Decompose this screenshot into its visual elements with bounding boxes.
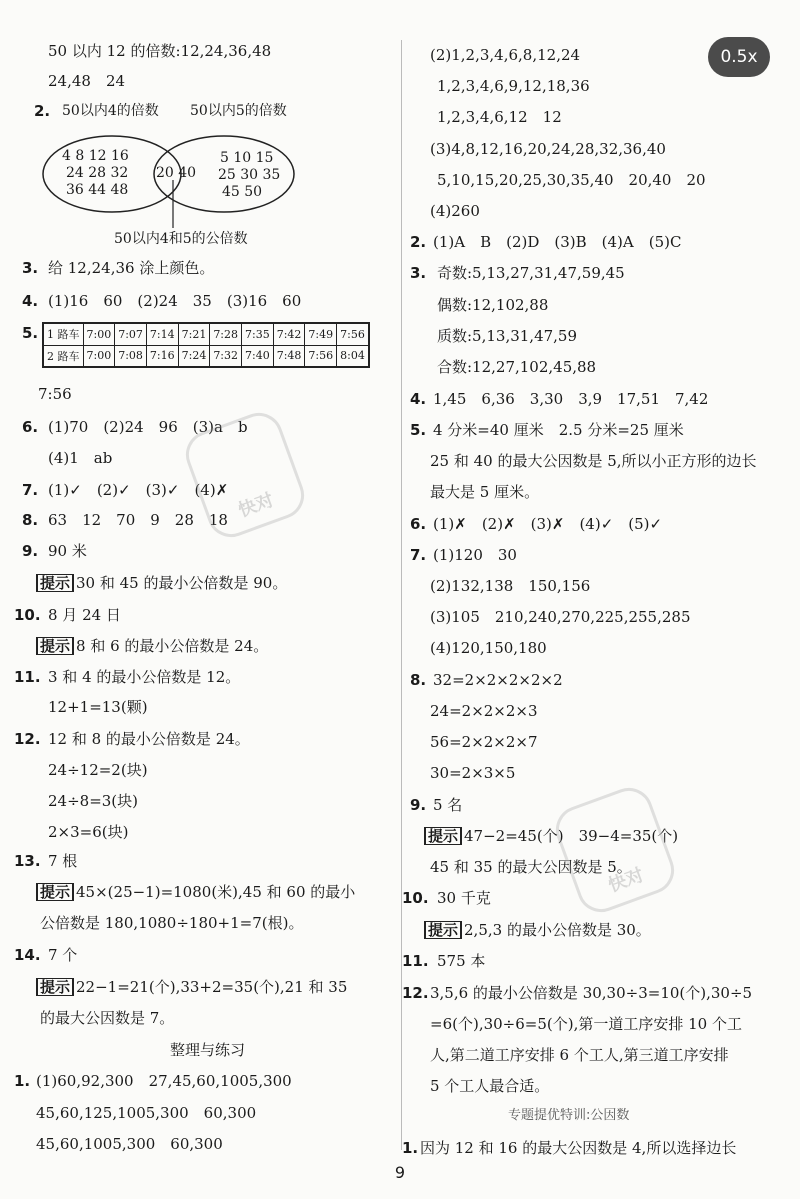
answer-line: 30=2×3×5 bbox=[430, 764, 516, 782]
answer-line: (3)4,8,12,16,20,24,28,32,36,40 bbox=[430, 140, 666, 158]
answer-line: 人,第二道工序安排 6 个工人,第三道工序安排 bbox=[430, 1046, 729, 1064]
table-cell: 7:35 bbox=[242, 323, 274, 345]
table-cell: 2 路车 bbox=[43, 345, 83, 367]
answer-line: 24÷12=2(块) bbox=[48, 761, 148, 779]
table-cell: 7:14 bbox=[146, 323, 178, 345]
venn-intersection: 20 40 bbox=[156, 165, 197, 181]
answer-line: 5,10,15,20,25,30,35,40 20,40 20 bbox=[437, 171, 706, 189]
hint-line bbox=[36, 882, 355, 902]
hint-badge: 提示 bbox=[424, 827, 462, 845]
question-number: 12. bbox=[14, 730, 41, 748]
page-number: 9 bbox=[394, 1163, 406, 1182]
answer-line: 1,2,3,4,6,9,12,18,36 bbox=[437, 77, 590, 95]
question-number: 4. bbox=[22, 292, 39, 310]
question-number: 6. bbox=[22, 418, 39, 436]
table-row bbox=[43, 323, 369, 345]
hint-badge: 提示 bbox=[36, 883, 74, 901]
answer-line: 63 12 70 9 28 18 bbox=[48, 511, 228, 529]
table-cell: 7:42 bbox=[273, 323, 305, 345]
answer-line: 质数:5,13,31,47,59 bbox=[437, 327, 578, 345]
answer-line: 45,60,125,1005,300 60,300 bbox=[36, 1104, 257, 1122]
answer-line: 12 和 8 的最小公倍数是 24。 bbox=[48, 730, 250, 748]
table-cell: 7:32 bbox=[210, 345, 242, 367]
question-number: 9. bbox=[410, 796, 427, 814]
answer-line: 1,2,3,4,6,12 12 bbox=[437, 108, 562, 126]
table-cell: 7:56 bbox=[337, 323, 369, 345]
question-number: 2. bbox=[34, 102, 51, 120]
watermark-stamp: 快对 bbox=[179, 406, 311, 544]
hint-line bbox=[36, 636, 268, 656]
venn-label-right: 50以内5的倍数 bbox=[190, 103, 287, 119]
answer-line: =6(个),30÷6=5(个),第一道工序安排 10 个工 bbox=[430, 1015, 742, 1033]
bus-schedule-table bbox=[42, 322, 370, 368]
table-cell: 7:28 bbox=[210, 323, 242, 345]
venn-right-row: 5 10 15 bbox=[220, 150, 274, 166]
zoom-badge[interactable]: 0.5x bbox=[708, 37, 770, 77]
table-cell: 7:00 bbox=[83, 323, 115, 345]
special-topic-title: 专题提优特训:公因数 bbox=[508, 1108, 630, 1123]
question-number: 2. bbox=[410, 233, 427, 251]
venn-left-row: 24 28 32 bbox=[66, 165, 129, 181]
answer-line: (1)16 60 (2)24 35 (3)16 60 bbox=[48, 292, 302, 310]
answer-line: (4)1 ab bbox=[48, 449, 113, 467]
answer-line: 45,60,1005,300 60,300 bbox=[36, 1135, 223, 1153]
question-number: 14. bbox=[14, 946, 41, 964]
question-number: 11. bbox=[14, 668, 41, 686]
venn-left-row: 36 44 48 bbox=[66, 182, 129, 198]
answer-line: 8 月 24 日 bbox=[48, 606, 121, 624]
hint-badge: 提示 bbox=[36, 978, 74, 996]
answer-line: 1,45 6,36 3,30 3,9 17,51 7,42 bbox=[433, 390, 709, 408]
hint-badge: 提示 bbox=[36, 637, 74, 655]
answer-line: (1)120 30 bbox=[433, 546, 517, 564]
answer-line: 45 和 35 的最大公因数是 5。 bbox=[430, 858, 632, 876]
answer-line: 575 本 bbox=[437, 952, 486, 970]
table-cell: 7:40 bbox=[242, 345, 274, 367]
hint-line bbox=[36, 977, 347, 997]
answer-line: 给 12,24,36 涂上颜色。 bbox=[48, 259, 215, 277]
answer-line: 7:56 bbox=[38, 385, 72, 403]
answer-line: 24,48 24 bbox=[48, 72, 126, 90]
question-number: 8. bbox=[22, 511, 39, 529]
answer-line: (4)260 bbox=[430, 202, 480, 220]
question-number: 9. bbox=[22, 542, 39, 560]
question-number: 10. bbox=[14, 606, 41, 624]
question-number: 10. bbox=[402, 889, 429, 907]
answer-line: (3)105 210,240,270,225,255,285 bbox=[430, 608, 691, 626]
watermark-stamp: 快对 bbox=[549, 781, 681, 919]
answer-line: 5 个工人最合适。 bbox=[430, 1077, 550, 1095]
answer-line: 2×3=6(块) bbox=[48, 823, 129, 841]
hint-text: 47−2=45(个) 39−4=35(个) bbox=[464, 827, 679, 845]
answer-line: 3 和 4 的最小公倍数是 12。 bbox=[48, 668, 241, 686]
answer-line: 30 千克 bbox=[437, 889, 491, 907]
hint-line bbox=[36, 573, 287, 593]
answer-line: 偶数:12,102,88 bbox=[437, 296, 549, 314]
table-cell: 7:08 bbox=[115, 345, 147, 367]
question-number: 1. bbox=[402, 1139, 419, 1157]
table-cell: 7:16 bbox=[146, 345, 178, 367]
answer-line: 最大是 5 厘米。 bbox=[430, 483, 540, 501]
question-number: 7. bbox=[22, 481, 39, 499]
table-cell: 7:00 bbox=[83, 345, 115, 367]
question-number: 3. bbox=[22, 259, 39, 277]
question-number: 7. bbox=[410, 546, 427, 564]
answer-line: 5 名 bbox=[433, 796, 463, 814]
table-cell: 8:04 bbox=[337, 345, 369, 367]
hint-badge: 提示 bbox=[424, 921, 462, 939]
answer-line: 的最大公因数是 7。 bbox=[40, 1009, 175, 1027]
answer-line: 32=2×2×2×2×2 bbox=[433, 671, 563, 689]
question-number: 6. bbox=[410, 515, 427, 533]
table-cell: 1 路车 bbox=[43, 323, 83, 345]
answer-line: 12+1=13(颗) bbox=[48, 698, 148, 716]
hint-text: 8 和 6 的最小公倍数是 24。 bbox=[76, 637, 269, 655]
answer-line: 25 和 40 的最大公因数是 5,所以小正方形的边长 bbox=[430, 452, 757, 470]
answer-line: 24÷8=3(块) bbox=[48, 792, 139, 810]
answer-line: 因为 12 和 16 的最大公因数是 4,所以选择边长 bbox=[420, 1139, 737, 1157]
venn-left-row: 4 8 12 16 bbox=[62, 148, 129, 164]
answer-line: (2)132,138 150,156 bbox=[430, 577, 591, 595]
question-number: 11. bbox=[402, 952, 429, 970]
answer-line: 合数:12,27,102,45,88 bbox=[437, 358, 597, 376]
question-number: 3. bbox=[410, 264, 427, 282]
answer-line: 4 分米=40 厘米 2.5 分米=25 厘米 bbox=[433, 421, 684, 439]
answer-line: 奇数:5,13,27,31,47,59,45 bbox=[437, 264, 625, 282]
table-cell: 7:49 bbox=[305, 323, 337, 345]
answer-line: (4)120,150,180 bbox=[430, 639, 547, 657]
table-cell: 7:21 bbox=[178, 323, 210, 345]
answer-line: 3,5,6 的最小公倍数是 30,30÷3=10(个),30÷5 bbox=[430, 984, 753, 1002]
venn-right-row: 25 30 35 bbox=[218, 167, 281, 183]
table-cell: 7:56 bbox=[305, 345, 337, 367]
hint-text: 2,5,3 的最小公倍数是 30。 bbox=[464, 921, 651, 939]
question-number: 4. bbox=[410, 390, 427, 408]
answer-line: 7 根 bbox=[48, 852, 78, 870]
question-number: 12. bbox=[402, 984, 429, 1002]
hint-text: 22−1=21(个),33+2=35(个),21 和 35 bbox=[76, 978, 348, 996]
question-number: 8. bbox=[410, 671, 427, 689]
section-title: 整理与练习 bbox=[170, 1041, 246, 1059]
table-row bbox=[43, 345, 369, 367]
venn-label-left: 50以内4的倍数 bbox=[62, 103, 159, 119]
hint-text: 30 和 45 的最小公倍数是 90。 bbox=[76, 574, 288, 592]
table-cell: 7:07 bbox=[115, 323, 147, 345]
answer-line: 56=2×2×2×7 bbox=[430, 733, 538, 751]
answer-line: 公倍数是 180,1080÷180+1=7(根)。 bbox=[40, 914, 304, 932]
hint-badge: 提示 bbox=[36, 574, 74, 592]
hint-line bbox=[424, 920, 651, 940]
answer-line: 90 米 bbox=[48, 542, 87, 560]
answer-line: (2)1,2,3,4,6,8,12,24 bbox=[430, 46, 581, 64]
question-number: 5. bbox=[22, 324, 39, 342]
table-cell: 7:24 bbox=[178, 345, 210, 367]
venn-caption: 50以内4和5的公倍数 bbox=[114, 231, 248, 247]
answer-line: 7 个 bbox=[48, 946, 78, 964]
question-number: 5. bbox=[410, 421, 427, 439]
answer-line: (1)✓ (2)✓ (3)✓ (4)✗ bbox=[48, 481, 229, 499]
venn-right-row: 45 50 bbox=[222, 184, 263, 200]
answer-line: 24=2×2×2×3 bbox=[430, 702, 538, 720]
answer-line: (1)✗ (2)✗ (3)✗ (4)✓ (5)✓ bbox=[433, 515, 663, 533]
answer-line: (1)70 (2)24 96 (3)a b bbox=[48, 418, 248, 436]
answer-line: (1)60,92,300 27,45,60,1005,300 bbox=[36, 1072, 292, 1090]
hint-text: 45×(25−1)=1080(米),45 和 60 的最小 bbox=[76, 883, 356, 901]
question-number: 13. bbox=[14, 852, 41, 870]
table-cell: 7:48 bbox=[273, 345, 305, 367]
question-number: 1. bbox=[14, 1072, 31, 1090]
answer-line: (1)A B (2)D (3)B (4)A (5)C bbox=[433, 233, 682, 251]
answer-line: 50 以内 12 的倍数:12,24,36,48 bbox=[48, 42, 272, 60]
